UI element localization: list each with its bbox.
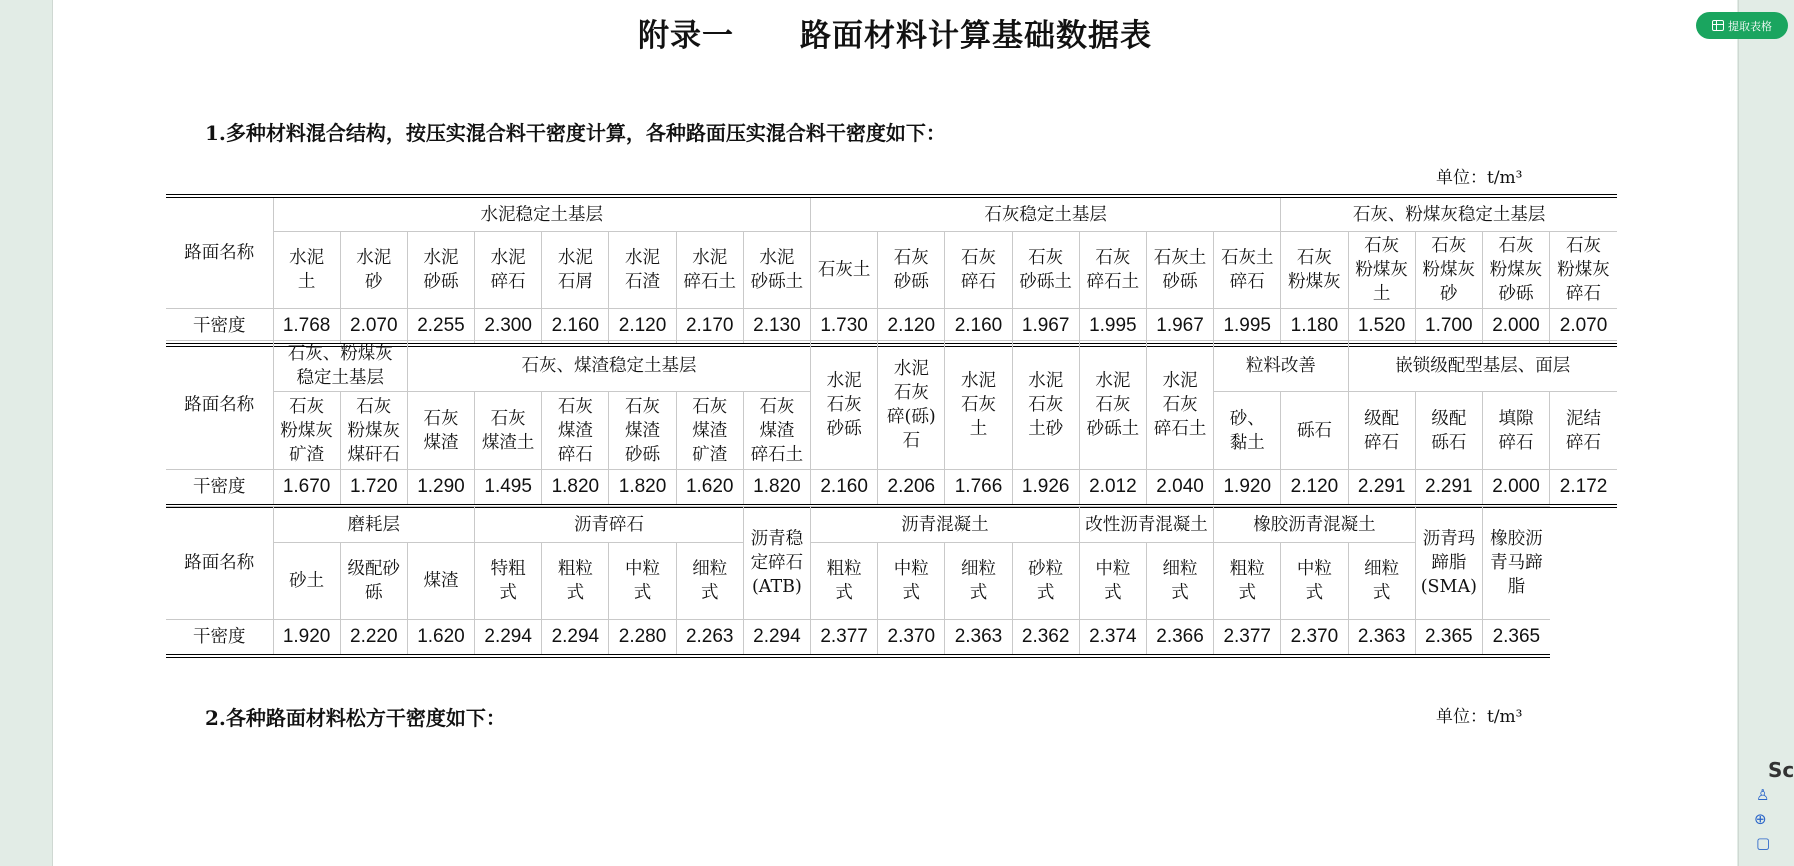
tools-icon[interactable]: ▢: [1756, 834, 1771, 852]
column-header: 石灰 砂砾土: [1012, 232, 1079, 309]
density-value: 2.294: [743, 620, 810, 657]
column-header: 砂土: [273, 543, 340, 620]
section-1-heading: 1.多种材料混合结构，按压实混合料干密度计算，各种路面压实混合料干密度如下：: [205, 121, 946, 145]
title-appendix: 附录一: [638, 18, 734, 54]
row-label-name: 路面名称: [166, 196, 273, 309]
column-header: 细粒 式: [945, 543, 1012, 620]
density-value: 2.070: [340, 309, 407, 346]
column-header: 水泥 石渣: [609, 232, 676, 309]
density-value: 1.820: [743, 470, 810, 507]
column-header: 细粒 式: [1348, 543, 1415, 620]
column-header: 水泥 石灰 碎(砾) 石: [878, 341, 945, 470]
document-page: [53, 0, 1737, 866]
unit-label-2: 单位：t/m³: [1436, 707, 1523, 727]
density-value: 1.495: [475, 470, 542, 507]
column-header: 水泥 石灰 砂砾土: [1079, 341, 1146, 470]
group-header: 石灰、粉煤灰 稳定土基层: [273, 341, 407, 392]
density-value: 2.370: [1281, 620, 1348, 657]
column-header: 水泥 砂砾: [407, 232, 474, 309]
density-value: 2.362: [1012, 620, 1079, 657]
group-header: 沥青碎石: [475, 507, 744, 543]
density-value: 2.291: [1348, 470, 1415, 507]
density-value: 2.294: [475, 620, 542, 657]
column-header: 石灰 粉煤灰 碎石: [1550, 232, 1617, 309]
column-header: 石灰 煤渣 矿渣: [676, 392, 743, 470]
column-header: 中粒 式: [878, 543, 945, 620]
column-header: 特粗 式: [475, 543, 542, 620]
left-margin: [0, 0, 53, 866]
density-value: 1.967: [1012, 309, 1079, 346]
shirt-icon[interactable]: ♙: [1756, 786, 1770, 804]
density-value: 2.172: [1550, 470, 1617, 507]
density-value: 2.370: [878, 620, 945, 657]
density-value: 2.363: [945, 620, 1012, 657]
column-header: 填隙 碎石: [1482, 392, 1549, 470]
row-label-name: 路面名称: [166, 507, 273, 620]
column-header: 中粒 式: [1079, 543, 1146, 620]
unit-label-1: 单位：t/m³: [1436, 168, 1523, 188]
column-header: 细粒 式: [676, 543, 743, 620]
logo-letters: Sc: [1768, 758, 1794, 782]
column-header: 中粒 式: [609, 543, 676, 620]
group-header: 石灰、煤渣稳定土基层: [407, 341, 810, 392]
column-header: 石灰 粉煤灰 砂: [1415, 232, 1482, 309]
density-value: 1.820: [542, 470, 609, 507]
column-header: 石灰 粉煤灰 砂砾: [1482, 232, 1549, 309]
density-value: 2.120: [1281, 470, 1348, 507]
density-value: 2.070: [1550, 309, 1617, 346]
column-header: 石灰土 砂砾: [1146, 232, 1213, 309]
density-value: 2.012: [1079, 470, 1146, 507]
column-header: 石灰 砂砾: [878, 232, 945, 309]
extract-table-label: 提取表格: [1728, 19, 1772, 33]
density-value: 2.365: [1482, 620, 1549, 657]
density-value: 1.768: [273, 309, 340, 346]
column-header: 水泥 石灰 土砂: [1012, 341, 1079, 470]
section-2-heading: 2.各种路面材料松方干密度如下：: [205, 706, 506, 730]
row-label-density: 干密度: [166, 309, 273, 346]
column-header: 粗粒 式: [1214, 543, 1281, 620]
group-header: 改性沥青混凝土: [1079, 507, 1213, 543]
title-main: 路面材料计算基础数据表: [800, 18, 1152, 54]
group-header: 磨耗层: [273, 507, 475, 543]
density-value: 2.280: [609, 620, 676, 657]
column-header: 石灰 煤渣土: [475, 392, 542, 470]
density-value: 1.926: [1012, 470, 1079, 507]
density-value: 2.120: [609, 309, 676, 346]
density-table-2: [166, 340, 1617, 508]
page-title: [53, 10, 1737, 55]
density-value: 1.620: [407, 620, 474, 657]
density-value: 1.766: [945, 470, 1012, 507]
column-header: 石灰 碎石土: [1079, 232, 1146, 309]
column-header: 水泥 碎石: [475, 232, 542, 309]
density-value: 2.263: [676, 620, 743, 657]
column-header: 水泥 砂: [340, 232, 407, 309]
column-header: 石灰 碎石: [945, 232, 1012, 309]
density-value: 1.290: [407, 470, 474, 507]
column-header: 橡胶沥 青马蹄 脂: [1482, 507, 1549, 620]
column-header: 水泥 石灰 碎石土: [1146, 341, 1213, 470]
column-header: 石灰 粉煤灰 煤矸石: [340, 392, 407, 470]
density-value: 1.180: [1281, 309, 1348, 346]
density-value: 1.730: [811, 309, 878, 346]
column-header: 级配 碎石: [1348, 392, 1415, 470]
density-value: 1.995: [1079, 309, 1146, 346]
translate-icon[interactable]: ⊕: [1754, 810, 1767, 828]
density-value: 1.700: [1415, 309, 1482, 346]
group-header: 粒料改善: [1214, 341, 1348, 392]
density-value: 2.160: [945, 309, 1012, 346]
group-header: 石灰稳定土基层: [811, 196, 1281, 232]
density-value: 2.255: [407, 309, 474, 346]
density-value: 2.363: [1348, 620, 1415, 657]
density-table-1: [166, 194, 1617, 347]
column-header: 石灰土 碎石: [1214, 232, 1281, 309]
density-value: 2.300: [475, 309, 542, 346]
density-value: 2.000: [1482, 470, 1549, 507]
density-value: 1.820: [609, 470, 676, 507]
group-header: 嵌锁级配型基层、面层: [1348, 341, 1617, 392]
column-header: 砂、 黏土: [1214, 392, 1281, 470]
density-value: 2.000: [1482, 309, 1549, 346]
column-header: 煤渣: [407, 543, 474, 620]
table-icon: [1712, 20, 1724, 31]
column-header: 水泥 碎石土: [676, 232, 743, 309]
row-label-name: 路面名称: [166, 341, 273, 470]
column-header: 级配 砾石: [1415, 392, 1482, 470]
density-value: 1.920: [1214, 470, 1281, 507]
density-value: 2.040: [1146, 470, 1213, 507]
group-header: 石灰、粉煤灰稳定土基层: [1281, 196, 1617, 232]
density-value: 2.374: [1079, 620, 1146, 657]
column-header: 砾石: [1281, 392, 1348, 470]
group-header: 沥青混凝土: [811, 507, 1080, 543]
column-header: 水泥 土: [273, 232, 340, 309]
column-header: 石灰 粉煤灰 土: [1348, 232, 1415, 309]
density-value: 2.160: [542, 309, 609, 346]
density-table-3: [166, 506, 1550, 658]
column-header: 砂粒 式: [1012, 543, 1079, 620]
column-header: 石灰 煤渣: [407, 392, 474, 470]
row-label-density: 干密度: [166, 470, 273, 507]
density-value: 1.520: [1348, 309, 1415, 346]
density-value: 2.160: [811, 470, 878, 507]
density-value: 2.220: [340, 620, 407, 657]
density-value: 1.670: [273, 470, 340, 507]
column-header: 级配砂 砾: [340, 543, 407, 620]
density-value: 1.995: [1214, 309, 1281, 346]
density-value: 2.366: [1146, 620, 1213, 657]
column-header: 水泥 石灰 土: [945, 341, 1012, 470]
density-value: 2.294: [542, 620, 609, 657]
column-header: 石灰 煤渣 碎石土: [743, 392, 810, 470]
column-header: 水泥 石屑: [542, 232, 609, 309]
density-value: 1.967: [1146, 309, 1213, 346]
group-header: 橡胶沥青混凝土: [1214, 507, 1416, 543]
density-value: 2.377: [811, 620, 878, 657]
density-value: 2.377: [1214, 620, 1281, 657]
column-header: 石灰 煤渣 砂砾: [609, 392, 676, 470]
group-header: 水泥稳定土基层: [273, 196, 811, 232]
column-header: 水泥 石灰 砂砾: [811, 341, 878, 470]
density-value: 2.130: [743, 309, 810, 346]
right-margin: [1738, 0, 1791, 866]
column-header: 沥青稳 定碎石 (ATB): [743, 507, 810, 620]
column-header: 中粒 式: [1281, 543, 1348, 620]
column-header: 沥青玛 蹄脂 (SMA): [1415, 507, 1482, 620]
column-header: 粗粒 式: [811, 543, 878, 620]
column-header: 粗粒 式: [542, 543, 609, 620]
column-header: 石灰 粉煤灰: [1281, 232, 1348, 309]
floating-toolbar[interactable]: [1752, 752, 1794, 866]
density-value: 2.206: [878, 470, 945, 507]
column-header: 泥结 碎石: [1550, 392, 1617, 470]
column-header: 细粒 式: [1146, 543, 1213, 620]
column-header: 水泥 砂砾土: [743, 232, 810, 309]
column-header: 石灰 煤渣 碎石: [542, 392, 609, 470]
density-value: 1.720: [340, 470, 407, 507]
density-value: 1.920: [273, 620, 340, 657]
column-header: 石灰 粉煤灰 矿渣: [273, 392, 340, 470]
column-header: 石灰土: [811, 232, 878, 309]
density-value: 2.291: [1415, 470, 1482, 507]
density-value: 1.620: [676, 470, 743, 507]
density-value: 2.170: [676, 309, 743, 346]
density-value: 2.120: [878, 309, 945, 346]
row-label-density: 干密度: [166, 620, 273, 657]
extract-table-button[interactable]: [1696, 12, 1788, 39]
density-value: 2.365: [1415, 620, 1482, 657]
